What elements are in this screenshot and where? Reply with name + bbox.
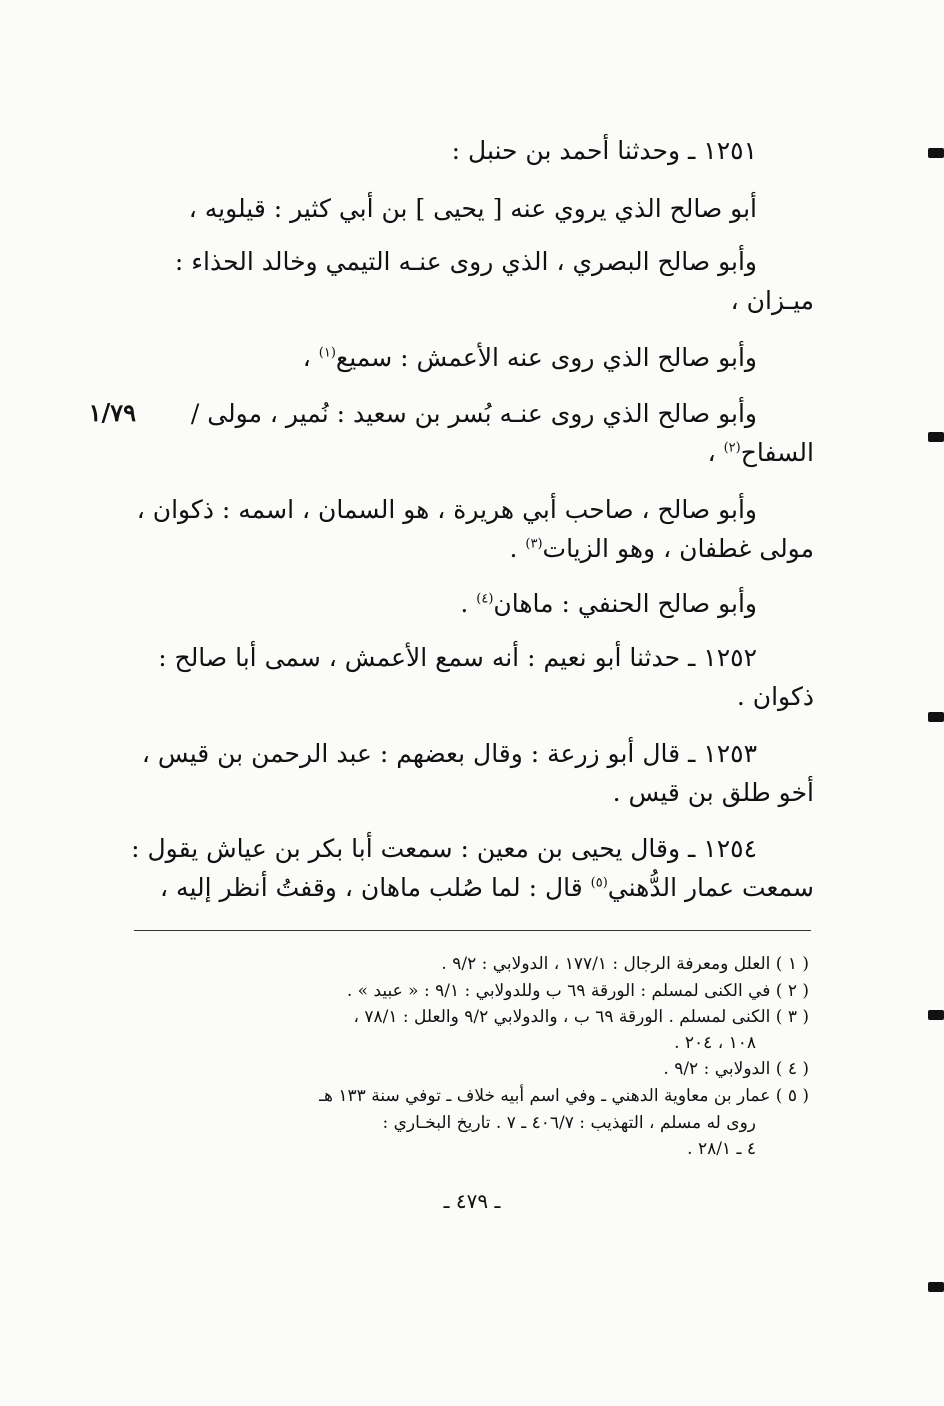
text-line: ١٢٥٤ ـ وقال يحيى بن معين : سمعت أبا بكر بن عياش يقول : (131, 834, 757, 863)
footnote: ( ٢ ) في الكنى لمسلم : الورقة ٦٩ ب وللدولابي : ٩/١ : « عبيد » . (346, 981, 809, 1001)
text-span: ، (302, 343, 319, 372)
footnote-ref: (٣) (525, 536, 543, 552)
text-line (509, 532, 814, 566)
text-line: ١٢٥٢ ـ حدثنا أبو نعيم : أنه سمع الأعمش ، سمى أبا صالح : (158, 643, 757, 672)
footnote-divider (134, 930, 811, 931)
footnote-ref: (٥) (590, 875, 608, 891)
text-line: أخو طلق بن قيس . (612, 778, 814, 807)
text-span: ، (707, 438, 724, 467)
text-line: ذكوان . (736, 682, 814, 711)
text-span: سمعت عمار الدُّهني (607, 873, 814, 902)
footnote: روى له مسلم ، التهذيب : ٤٠٦/٧ ـ ٧ . تاريخ البخـاري : (382, 1113, 756, 1133)
footnote: ( ٤ ) الدولابي : ٩/٢ . (663, 1059, 809, 1079)
scan-edge-mark (928, 1010, 944, 1020)
text-span: . (509, 534, 526, 563)
text-span: قال : لما صُلب ماهان ، وقفتُ أنظر إليه ، (160, 873, 583, 902)
text-span: السفاح (740, 438, 814, 467)
text-line (303, 341, 757, 375)
footnote: ( ١ ) العلل ومعرفة الرجال : ١٧٧/١ ، الدولابي : ٩/٢ . (441, 954, 809, 974)
text-line: ميـزان ، (730, 286, 814, 315)
footnote-ref: (٤) (476, 591, 494, 607)
footnote: ( ٥ ) عمار بن معاوية الدهني ـ وفي اسم أبيه خلاف ـ توفي سنة ١٣٣ هـ (319, 1086, 809, 1106)
footnote-ref: (٢) (723, 440, 741, 456)
scan-edge-mark (928, 148, 944, 158)
text-line (160, 871, 814, 905)
footnote: ( ٣ ) الكنى لمسلم . الورقة ٦٩ ب ، والدولابي ٩/٢ والعلل : ٧٨/١ ، (353, 1007, 809, 1027)
footnote-ref: (١) (318, 345, 336, 361)
scan-edge-mark (928, 432, 944, 442)
text-line (708, 436, 814, 470)
text-line (460, 587, 757, 621)
text-line: وأبو صالح ، صاحب أبي هريرة ، هو السمان ، اسمه : ذكوان ، (136, 495, 757, 524)
margin-page-reference: ١/٧٩ (88, 398, 136, 427)
scan-edge-mark (928, 712, 944, 722)
text-span: . (460, 589, 477, 618)
text-line: أبو صالح الذي يروي عنه [ يحيى ] بن أبي كثير : قيلويه ، (188, 194, 757, 223)
text-line: وأبو صالح البصري ، الذي روى عنـه التيمي وخالد الحذاء : (174, 247, 757, 276)
text-line: ١٢٥١ ـ وحدثنا أحمد بن حنبل : (451, 136, 757, 165)
footnote: ٤ ـ ٢٨/١ . (687, 1139, 756, 1159)
scan-edge-mark (928, 1282, 944, 1292)
text-span: وأبو صالح الذي روى عنه الأعمش : سميع (335, 343, 757, 372)
text-line: ١٢٥٣ ـ قال أبو زرعة : وقال بعضهم : عبد الرحمن بن قيس ، (141, 739, 757, 768)
page-number: ـ ٤٧٩ ـ (443, 1189, 501, 1213)
text-span: مولى غطفان ، وهو الزيات (542, 534, 814, 563)
footnote: ١٠٨ ، ٢٠٤ . (674, 1033, 756, 1053)
text-line: وأبو صالح الذي روى عنـه بُسر بن سعيد : نُمير ، مولى / (190, 399, 757, 428)
text-span: وأبو صالح الحنفي : ماهان (493, 589, 757, 618)
